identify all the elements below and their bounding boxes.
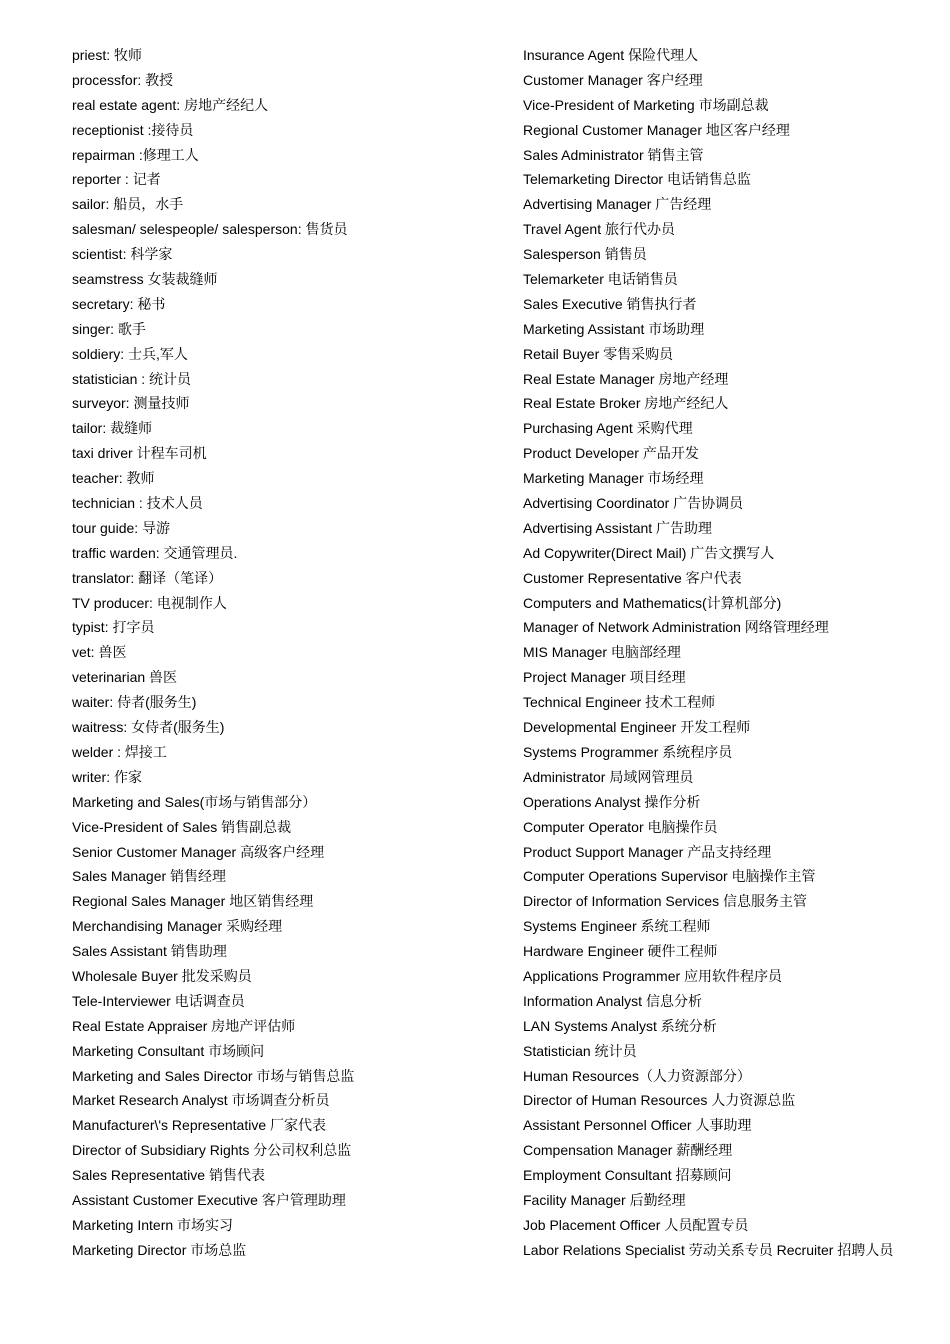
right-column-entry: Systems Programmer 系统程序员 — [523, 743, 733, 760]
left-column-entry: traffic warden: 交通管理员. — [72, 544, 238, 561]
left-column-entry: Wholesale Buyer 批发采购员 — [72, 967, 252, 984]
right-column-entry: Applications Programmer 应用软件程序员 — [523, 967, 783, 984]
left-column-entry: Marketing and Sales(市场与销售部分） — [72, 793, 317, 810]
left-column-entry: Marketing Intern 市场实习 — [72, 1216, 234, 1233]
right-column-vocabulary-list — [523, 43, 943, 1263]
right-column-entry: Regional Customer Manager 地区客户经理 — [523, 121, 790, 138]
right-column-entry: Advertising Coordinator 广告协调员 — [523, 495, 744, 512]
left-column-entry: sailor: 船员，水手 — [72, 196, 184, 213]
right-column-entry: Employment Consultant 招募顾问 — [523, 1167, 732, 1184]
left-column-entry: Vice-President of Sales 销售副总裁 — [72, 818, 292, 835]
right-column-entry: Purchasing Agent 采购代理 — [523, 420, 693, 437]
left-column-entry: secretary: 秘书 — [72, 295, 166, 312]
right-column-entry: Real Estate Broker 房地产经纪人 — [523, 395, 729, 412]
left-column-entry: vet: 兽医 — [72, 644, 127, 661]
left-column-entry: soldiery: 士兵,军人 — [72, 345, 188, 362]
right-column-entry: Hardware Engineer 硬件工程师 — [523, 943, 718, 960]
right-column-entry: Operations Analyst 操作分析 — [523, 793, 701, 810]
left-column-entry: Marketing and Sales Director 市场与销售总监 — [72, 1067, 355, 1084]
right-column-entry: Administrator 局域网管理员 — [523, 768, 694, 785]
right-column-entry: Job Placement Officer 人员配置专员 — [523, 1216, 749, 1233]
left-column-entry: writer: 作家 — [72, 768, 142, 785]
right-column-entry: Facility Manager 后勤经理 — [523, 1191, 686, 1208]
right-column-entry: Assistant Personnel Officer 人事助理 — [523, 1117, 752, 1134]
left-column-entry: TV producer: 电视制作人 — [72, 594, 227, 611]
left-column-entry: Director of Subsidiary Rights 分公司权利总监 — [72, 1142, 352, 1159]
left-column-entry: translator: 翻译（笔译） — [72, 569, 223, 586]
right-column-entry: Marketing Assistant 市场助理 — [523, 320, 705, 337]
right-column-entry: Travel Agent 旅行代办员 — [523, 221, 675, 238]
left-column-entry: Sales Assistant 销售助理 — [72, 943, 227, 960]
right-column-entry: Sales Administrator 销售主管 — [523, 146, 704, 163]
left-column-entry: waitress: 女侍者(服务生) — [72, 719, 225, 736]
left-column-entry: taxi driver 计程车司机 — [72, 445, 207, 462]
left-column-entry: statistician : 统计员 — [72, 370, 192, 387]
left-column-entry: processfor: 教授 — [72, 71, 174, 88]
left-column-entry: veterinarian 兽医 — [72, 669, 178, 686]
right-column-entry: Labor Relations Specialist 劳动关系专员 Recruiter 招聘人员 — [523, 1241, 894, 1258]
left-column-entry: real estate agent: 房地产经纪人 — [72, 96, 269, 113]
right-column-entry: Director of Human Resources 人力资源总监 — [523, 1092, 796, 1109]
right-column-entry: Product Support Manager 产品支持经理 — [523, 843, 772, 860]
left-column-entry: priest: 牧师 — [72, 47, 143, 63]
left-column-entry: Real Estate Appraiser 房地产评估师 — [72, 1017, 296, 1034]
left-column-entry: Regional Sales Manager 地区销售经理 — [72, 893, 314, 910]
right-column-entry: Human Resources（人力资源部分） — [523, 1067, 751, 1084]
right-column-entry: Retail Buyer 零售采购员 — [523, 345, 674, 362]
left-column-entry: Sales Representative 销售代表 — [72, 1167, 265, 1184]
right-column-entry: Advertising Assistant 广告助理 — [523, 519, 713, 536]
right-column-entry: Computer Operator 电脑操作员 — [523, 818, 718, 835]
left-column-entry: Assistant Customer Executive 客户管理助理 — [72, 1191, 346, 1208]
left-column-entry: Marketing Consultant 市场顾问 — [72, 1042, 265, 1059]
left-column-entry: scientist: 科学家 — [72, 246, 173, 263]
right-column-entry: Vice-President of Marketing 市场副总裁 — [523, 96, 769, 113]
right-column-entry: Ad Copywriter(Direct Mail) 广告文撰写人 — [523, 544, 775, 561]
left-column-entry: repairman :修理工人 — [72, 146, 199, 163]
right-column-entry: Telemarketing Director 电话销售总监 — [523, 171, 751, 188]
left-column-entry: welder : 焊接工 — [72, 743, 167, 760]
right-column-entry: Product Developer 产品开发 — [523, 445, 699, 462]
right-column-entry: Telemarketer 电话销售员 — [523, 271, 678, 288]
right-column-entry: Manager of Network Administration 网络管理经理 — [523, 619, 829, 636]
left-column-entry: technician : 技术人员 — [72, 495, 203, 512]
left-column-entry: seamstress 女装裁缝师 — [72, 271, 218, 288]
right-column-entry: Advertising Manager 广告经理 — [523, 196, 712, 213]
right-column-entry: Statistician 统计员 — [523, 1042, 637, 1059]
right-column-entry: Customer Representative 客户代表 — [523, 569, 742, 586]
left-column-entry: singer: 歌手 — [72, 320, 146, 337]
left-column-entry: surveyor: 测量技师 — [72, 395, 190, 412]
right-column-entry: Computer Operations Supervisor 电脑操作主管 — [523, 868, 816, 885]
left-column-entry: Tele-Interviewer 电话调查员 — [72, 992, 245, 1009]
left-column-entry: Manufacturer\'s Representative 厂家代表 — [72, 1117, 326, 1134]
left-column-entry: Marketing Director 市场总监 — [72, 1241, 247, 1258]
left-column-vocabulary-list — [72, 43, 502, 1263]
right-column-entry: Project Manager 项目经理 — [523, 669, 686, 686]
left-column-entry: reporter : 记者 — [72, 171, 161, 188]
left-column-entry: tailor: 裁缝师 — [72, 420, 153, 437]
left-column-entry: Sales Manager 销售经理 — [72, 868, 227, 885]
right-column-entry: MIS Manager 电脑部经理 — [523, 644, 681, 661]
left-column-entry: Senior Customer Manager 高级客户经理 — [72, 843, 325, 860]
right-column-entry: Customer Manager 客户经理 — [523, 71, 703, 88]
right-column-entry: Insurance Agent 保险代理人 — [523, 47, 699, 63]
right-column-entry: Salesperson 销售员 — [523, 246, 647, 263]
right-column-entry: Developmental Engineer 开发工程师 — [523, 719, 751, 736]
left-column-entry: typist: 打字员 — [72, 619, 155, 636]
left-column-entry: Merchandising Manager 采购经理 — [72, 918, 283, 935]
left-column-entry: receptionist :接待员 — [72, 121, 194, 138]
right-column-entry: Director of Information Services 信息服务主管 — [523, 893, 807, 910]
right-column-entry: Sales Executive 销售执行者 — [523, 295, 697, 312]
right-column-entry: Information Analyst 信息分析 — [523, 992, 702, 1009]
left-column-entry: waiter: 侍者(服务生) — [72, 694, 197, 711]
right-column-entry: LAN Systems Analyst 系统分析 — [523, 1017, 717, 1034]
left-column-entry: tour guide: 导游 — [72, 519, 171, 536]
right-column-entry: Computers and Mathematics(计算机部分) — [523, 594, 782, 611]
right-column-entry: Real Estate Manager 房地产经理 — [523, 370, 729, 387]
left-column-entry: salesman/ selespeople/ salesperson: 售货员 — [72, 221, 348, 238]
left-column-entry: teacher: 教师 — [72, 470, 155, 487]
right-column-entry: Marketing Manager 市场经理 — [523, 470, 704, 487]
right-column-entry: Systems Engineer 系统工程师 — [523, 918, 711, 935]
left-column-entry: Market Research Analyst 市场调查分析员 — [72, 1092, 330, 1109]
right-column-entry: Compensation Manager 薪酬经理 — [523, 1142, 733, 1159]
right-column-entry: Technical Engineer 技术工程师 — [523, 694, 716, 711]
